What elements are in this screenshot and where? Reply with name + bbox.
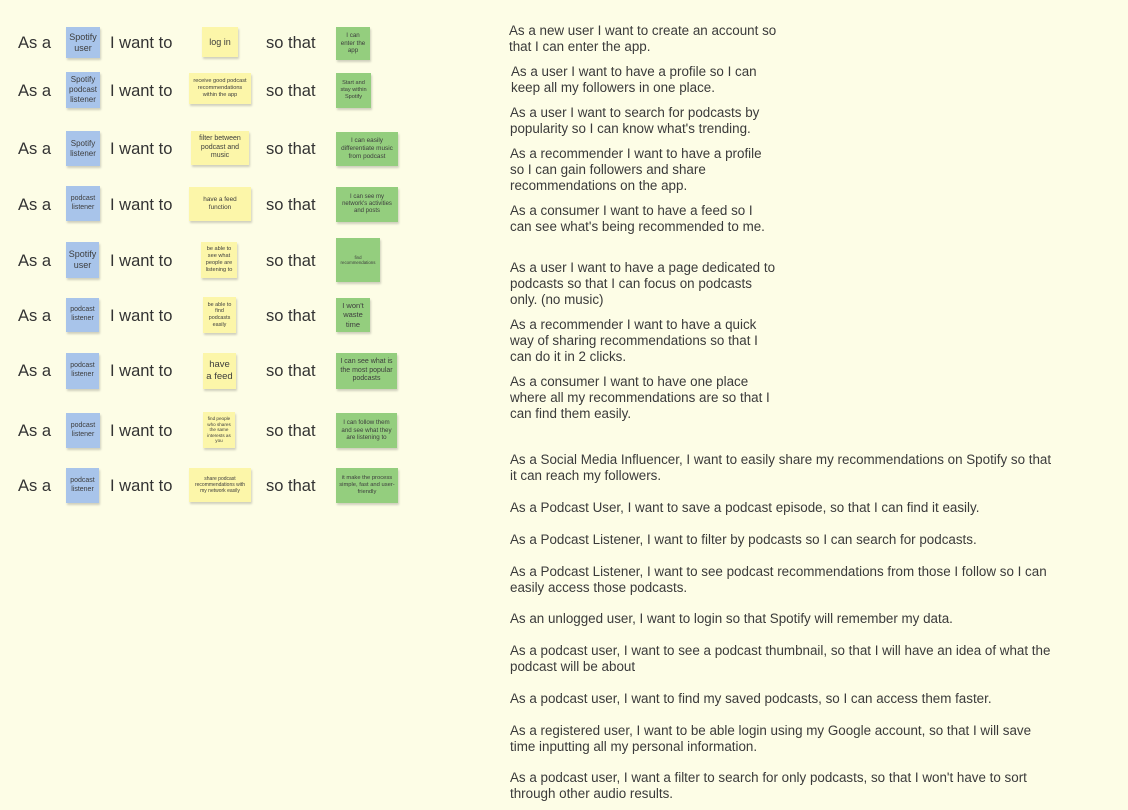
want-sticky-note-text: receive good podcast recommendations within the app	[193, 78, 247, 98]
role-sticky-note[interactable]	[66, 468, 99, 503]
i-want-to-label: I want to	[110, 307, 173, 325]
want-sticky-note[interactable]	[201, 242, 237, 278]
user-story-text: As a user I want to search for podcasts by popularity so I can know what's trending.	[510, 105, 760, 136]
want-sticky-note-text: share podcast recommendations with my network easily	[194, 475, 246, 495]
role-sticky-note[interactable]	[66, 186, 100, 221]
role-sticky-note-text: Spotify user	[69, 31, 97, 53]
user-story-text: As a user I want to have a profile so I can keep all my followers in one place.	[511, 64, 757, 95]
as-a-label: As a	[18, 34, 52, 52]
want-sticky-note[interactable]	[191, 131, 249, 165]
want-sticky-note-text: filter between podcast and music	[199, 135, 241, 160]
user-story-text: As a recommender I want to have a quick way of sharing recommendations so that I can do it in 2 clicks.	[510, 317, 758, 364]
benefit-sticky-note[interactable]	[336, 73, 371, 108]
as-a-label: As a	[18, 422, 52, 440]
benefit-sticky-note-text: Start and stay within Spotify	[340, 80, 367, 100]
user-story-text: As a registered user, I want to be able login using my Google account, so that I will save time inputting all my personal information.	[510, 723, 1032, 754]
want-sticky-note[interactable]	[202, 27, 238, 57]
as-a-label: As a	[18, 307, 52, 325]
i-want-to-label: I want to	[110, 362, 173, 380]
as-a-label: As a	[18, 362, 52, 380]
role-sticky-note[interactable]	[66, 131, 100, 166]
benefit-sticky-note-text: find recommendations	[340, 254, 376, 265]
i-want-to-label: I want to	[110, 477, 173, 495]
want-sticky-note[interactable]	[189, 468, 251, 502]
so-that-label: so that	[266, 362, 316, 380]
user-story-text: As a consumer I want to have one place where all my recommendations are so that I can find them easily.	[510, 374, 770, 421]
so-that-label: so that	[266, 422, 316, 440]
benefit-sticky-note[interactable]	[336, 132, 398, 166]
want-sticky-note[interactable]	[203, 353, 236, 389]
role-sticky-note-text: podcast listener	[70, 421, 96, 438]
role-sticky-note[interactable]	[66, 27, 100, 58]
user-story-text: As a recommender I want to have a profile so I can gain followers and share recommendations on the app.	[510, 146, 762, 193]
want-sticky-note-text: be able to find podcasts easily	[207, 301, 232, 328]
benefit-sticky-note[interactable]	[336, 353, 397, 389]
as-a-label: As a	[18, 477, 52, 495]
benefit-sticky-note-text: I won't waste time	[342, 301, 364, 329]
user-story-text: As a new user I want to create an account so that I can enter the app.	[509, 23, 777, 54]
benefit-sticky-note-text: I can see my network's activities and posts	[342, 193, 392, 215]
as-a-label: As a	[18, 140, 52, 158]
user-story-text: As a Podcast Listener, I want to see podcast recommendations from those I follow so I can easily access those podcasts.	[510, 564, 1047, 595]
role-sticky-note-text: Spotify podcast listener	[69, 75, 98, 104]
user-story-text: As a Podcast Listener, I want to filter by podcasts so I can search for podcasts.	[510, 532, 977, 547]
want-sticky-note[interactable]	[189, 73, 251, 104]
user-story-text: As a Social Media Influencer, I want to easily share my recommendations on Spotify so that it can reach my followers.	[510, 452, 1052, 483]
so-that-label: so that	[266, 34, 316, 52]
so-that-label: so that	[266, 82, 316, 100]
role-sticky-note-text: podcast listener	[70, 476, 95, 493]
as-a-label: As a	[18, 82, 52, 100]
want-sticky-note-text: have a feed	[206, 359, 233, 382]
so-that-label: so that	[266, 252, 316, 270]
so-that-label: so that	[266, 477, 316, 495]
role-sticky-note-text: Spotify listener	[70, 138, 96, 158]
role-sticky-note-text: Spotify user	[68, 249, 97, 270]
benefit-sticky-note[interactable]	[336, 468, 398, 503]
as-a-label: As a	[18, 196, 52, 214]
want-sticky-note[interactable]	[203, 297, 236, 333]
i-want-to-label: I want to	[110, 252, 173, 270]
user-story-text: As a podcast user, I want a filter to search for only podcasts, so that I won't have to sort through other audio results.	[510, 770, 1027, 801]
want-sticky-note[interactable]	[189, 187, 251, 221]
role-sticky-note[interactable]	[66, 353, 99, 389]
role-sticky-note[interactable]	[66, 413, 100, 448]
want-sticky-note-text: be able to see what people are listening to	[205, 246, 233, 273]
benefit-sticky-note[interactable]	[336, 27, 370, 60]
i-want-to-label: I want to	[110, 82, 173, 100]
user-story-text: As a podcast user, I want to find my saved podcasts, so I can access them faster.	[510, 691, 992, 706]
i-want-to-label: I want to	[110, 140, 173, 158]
user-story-text: As a user I want to have a page dedicated to podcasts so that I can focus on podcasts only. (no music)	[510, 260, 776, 307]
benefit-sticky-note[interactable]	[336, 413, 397, 448]
benefit-sticky-note-text: I can enter the app	[340, 32, 366, 55]
benefit-sticky-note[interactable]	[336, 298, 370, 332]
benefit-sticky-note-text: I can follow them and see what they are listening to	[341, 419, 392, 442]
benefit-sticky-note-text: it make the process simple, fast and user-friendly	[339, 474, 395, 496]
user-story-text: As a consumer I want to have a feed so I can see what's being recommended to me.	[510, 203, 765, 234]
i-want-to-label: I want to	[110, 196, 173, 214]
so-that-label: so that	[266, 307, 316, 325]
role-sticky-note[interactable]	[66, 242, 99, 278]
benefit-sticky-note[interactable]	[336, 187, 398, 222]
want-sticky-note-text: have a feed function	[203, 196, 237, 211]
want-sticky-note[interactable]	[203, 412, 235, 448]
i-want-to-label: I want to	[110, 422, 173, 440]
want-sticky-note-text: log in	[209, 36, 231, 47]
role-sticky-note-text: podcast listener	[70, 362, 95, 378]
so-that-label: so that	[266, 140, 316, 158]
user-story-text: As a Podcast User, I want to save a podcast episode, so that I can find it easily.	[510, 500, 980, 515]
benefit-sticky-note-text: I can see what is the most popular podcasts	[340, 358, 393, 383]
role-sticky-note-text: podcast listener	[70, 194, 96, 211]
role-sticky-note[interactable]	[66, 298, 99, 332]
i-want-to-label: I want to	[110, 34, 173, 52]
user-story-text: As a podcast user, I want to see a podcast thumbnail, so that I will have an idea of what the podcast will be about	[510, 643, 1051, 674]
role-sticky-note[interactable]	[66, 72, 100, 108]
want-sticky-note-text: find people who shares the same interests as you	[207, 416, 231, 444]
as-a-label: As a	[18, 252, 52, 270]
role-sticky-note-text: podcast listener	[70, 306, 95, 322]
so-that-label: so that	[266, 196, 316, 214]
benefit-sticky-note-text: I can easily differentiate music from podcast	[341, 137, 393, 160]
benefit-sticky-note[interactable]	[336, 238, 380, 282]
user-story-text: As an unlogged user, I want to login so that Spotify will remember my data.	[510, 611, 953, 626]
